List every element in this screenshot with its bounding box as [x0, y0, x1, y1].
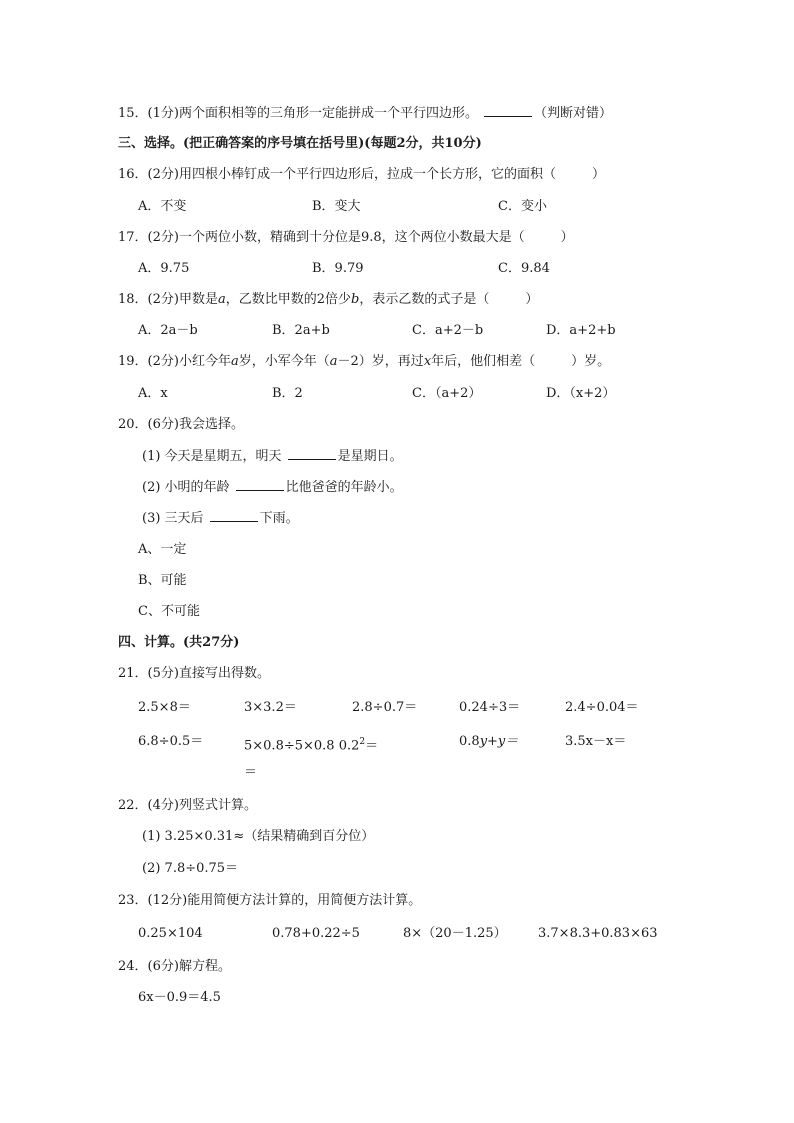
question-text: 能用简便方法计算的，用简便方法计算。 — [187, 893, 422, 908]
calc-item: 0.78+0.22÷5 — [272, 926, 360, 941]
variable: a — [329, 354, 338, 369]
question-23 — [118, 892, 421, 910]
sub-question-2 — [142, 478, 403, 497]
section-title-choice: 三、选择。(把正确答案的序号填在括号里)(每题2分，共10分) — [118, 136, 482, 151]
option-a[interactable]: A．9.75 — [138, 261, 190, 276]
option-c[interactable]: C．（a+2） — [412, 386, 482, 401]
calc-part: y+y＝ — [479, 734, 519, 749]
calc-item: 0.24÷3＝ — [459, 700, 521, 715]
answer-blank[interactable] — [484, 104, 532, 117]
section-title-calc: 四、计算。(共27分) — [118, 635, 240, 650]
exponent: 2 — [359, 737, 366, 747]
calc-part: 0.8 — [459, 734, 480, 749]
variable: a — [230, 354, 239, 369]
question-19 — [118, 353, 610, 371]
question-tail: ）岁。 — [571, 354, 611, 369]
calc-item: 2.4÷0.04＝ — [565, 700, 639, 715]
question-number: 22．(4分) — [118, 798, 179, 813]
question-18 — [118, 291, 538, 309]
question-text: 解方程。 — [178, 959, 231, 974]
question-text: －2）岁，再过 — [337, 354, 424, 369]
sub-text: 是星期日。 — [337, 449, 403, 464]
question-text: 岁，小军今年（ — [238, 354, 330, 369]
question-24 — [118, 958, 231, 976]
sub-question-3 — [142, 509, 299, 528]
sub-question-1 — [142, 447, 403, 466]
choice-c[interactable]: C、不可能 — [138, 604, 200, 619]
answer-blank[interactable] — [236, 478, 284, 491]
option-c[interactable]: C．a+2－b — [412, 323, 484, 338]
calc-item: 3.7×8.3+0.83×63 — [538, 926, 658, 941]
question-text: 一个两位小数，精确到十分位是9.8，这个两位小数最大是（ — [178, 230, 525, 245]
question-21 — [118, 665, 270, 683]
variable: b — [351, 292, 360, 307]
option-c[interactable]: C．变小 — [498, 199, 547, 214]
option-a[interactable]: A．不变 — [138, 199, 187, 214]
question-text: 直接写出得数。 — [178, 666, 270, 681]
answer-blank[interactable] — [210, 509, 258, 522]
option-a[interactable]: A．x — [138, 386, 168, 401]
question-tail: ） — [525, 292, 539, 307]
option-b[interactable]: B．2 — [272, 386, 303, 401]
option-a[interactable]: A．2a－b — [138, 323, 198, 338]
question-text: ，表示乙数的式子是（ — [359, 292, 490, 307]
question-number: 16．(2分) — [118, 167, 179, 182]
question-text: 两个面积相等的三角形一定能拼成一个平行四边形。 — [178, 106, 478, 121]
question-tail: （判断对错） — [533, 106, 612, 121]
option-d[interactable]: D．（x+2） — [546, 386, 616, 401]
question-number: 24．(6分) — [118, 959, 179, 974]
question-number: 20．(6分) — [118, 417, 179, 432]
sub-question-2: (2) 7.8÷0.75＝ — [142, 861, 239, 876]
question-17 — [118, 229, 574, 247]
question-number: 23．(12分) — [118, 893, 188, 908]
question-20 — [118, 416, 244, 434]
question-tail: ） — [591, 167, 605, 182]
sub-text: 下雨。 — [259, 511, 299, 526]
calc-part: 5×0.8÷5×0.8 — [244, 738, 335, 754]
sub-text: (3) 三天后 — [142, 511, 204, 526]
question-text: 小红今年 — [178, 354, 231, 369]
calc-item: 2.5×8＝ — [138, 700, 191, 715]
question-16 — [118, 166, 605, 184]
question-22 — [118, 797, 257, 815]
option-b[interactable]: B．变大 — [312, 199, 361, 214]
calc-item: 6.8÷0.5＝ — [138, 734, 204, 749]
calc-item: 3×3.2＝ — [244, 700, 297, 715]
question-number: 18．(2分) — [118, 292, 179, 307]
question-number: 15．(1分) — [118, 106, 179, 121]
calc-item — [244, 733, 378, 755]
question-tail: ） — [560, 230, 574, 245]
question-number: 19．(2分) — [118, 354, 179, 369]
choice-b[interactable]: B、可能 — [138, 573, 187, 588]
choice-a[interactable]: A、一定 — [138, 542, 187, 557]
question-number: 21．(5分) — [118, 666, 179, 681]
question-15 — [118, 104, 612, 123]
sub-text: (2) 小明的年龄 — [142, 480, 230, 495]
variable: a — [217, 292, 226, 307]
question-text: 年后，他们相差（ — [431, 354, 536, 369]
question-text: 用四根小棒钉成一个平行四边形后，拉成一个长方形，它的面积（ — [178, 167, 556, 182]
calc-item: 8×（20－1.25） — [403, 926, 507, 941]
question-text: 列竖式计算。 — [178, 798, 257, 813]
question-text: 甲数是 — [178, 292, 218, 307]
calc-item — [459, 733, 518, 751]
variable: x — [423, 354, 432, 369]
question-text: 我会选择。 — [178, 417, 244, 432]
calc-item: 0.25×104 — [138, 926, 203, 941]
option-b[interactable]: B．9.79 — [312, 261, 364, 276]
option-c[interactable]: C．9.84 — [498, 261, 550, 276]
equation: 6x－0.9＝4.5 — [138, 990, 221, 1005]
question-text: ，乙数比甲数的2倍少 — [225, 292, 352, 307]
question-number: 17．(2分) — [118, 230, 179, 245]
calc-item: 3.5x－x＝ — [565, 734, 627, 749]
sub-text: 比他爸爸的年龄小。 — [285, 480, 403, 495]
calc-item: 2.8÷0.7＝ — [352, 700, 418, 715]
sub-text: (1) 今天是星期五，明天 — [142, 449, 282, 464]
calc-part: ＝ — [365, 738, 379, 754]
calc-part: 0.2 — [338, 738, 360, 754]
calc-item-continuation: ＝ — [244, 765, 258, 780]
option-d[interactable]: D．a+2+b — [546, 323, 616, 338]
option-b[interactable]: B．2a+b — [272, 323, 330, 338]
sub-question-1: (1) 3.25×0.31≈（结果精确到百分位） — [142, 829, 375, 844]
answer-blank[interactable] — [288, 447, 336, 460]
